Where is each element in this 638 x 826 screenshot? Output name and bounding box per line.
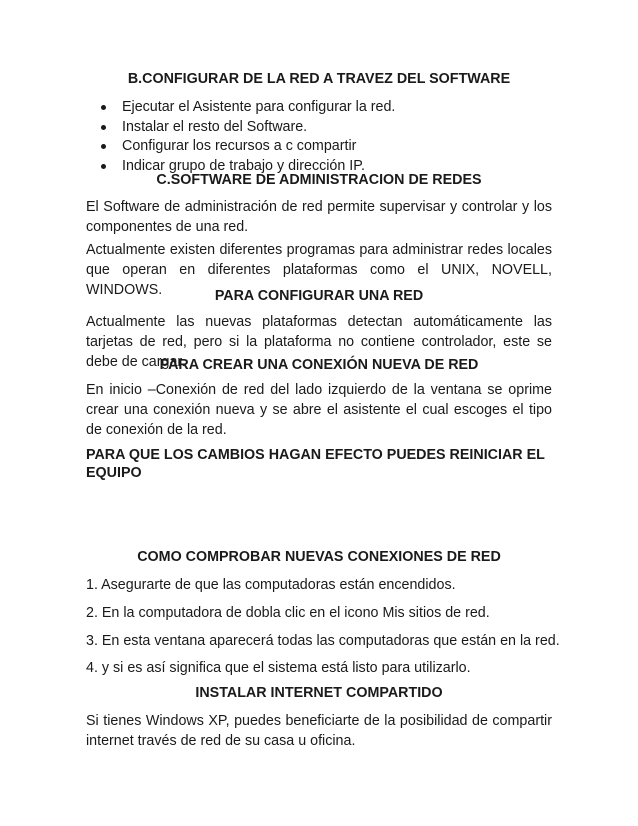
bullet-item	[86, 137, 552, 157]
comprobar-step: 1. Asegurarte de que las computadoras están encendidos.	[86, 577, 456, 593]
bullet-text: Indicar grupo de trabajo y dirección IP.	[122, 157, 365, 174]
section-c-title: C.SOFTWARE DE ADMINISTRACION DE REDES	[156, 172, 482, 188]
internet-paragraph: Si tienes Windows XP, puedes beneficiarte de la posibilidad de compartir internet través de red de su casa u oficina.	[86, 713, 552, 749]
bullet-item	[86, 98, 552, 118]
bullet-item	[86, 118, 552, 138]
section-c-paragraph-2: Actualmente existen diferentes programas para administrar redes locales que operan en diferentes plataformas como el UNIX, NOVELL, WINDOWS.	[86, 242, 552, 298]
section-c-paragraph-1: El Software de administración de red permite supervisar y controlar y los componentes de una red.	[86, 199, 552, 235]
section-b-title: B.CONFIGURAR DE LA RED A TRAVEZ DEL SOFTWARE	[127, 71, 511, 87]
comprobar-step: 2. En la computadora de dobla clic en el icono Mis sitios de red.	[86, 605, 490, 621]
bullet-text: Ejecutar el Asistente para configurar la red.	[122, 99, 396, 115]
crear-note: PARA QUE LOS CAMBIOS HAGAN EFECTO PUEDES REINICIAR EL EQUIPO	[86, 447, 545, 481]
configurar-title: PARA CONFIGURAR UNA RED	[214, 288, 424, 304]
comprobar-step: 4. y si es así significa que el sistema está listo para utilizarlo.	[86, 660, 471, 676]
bullet-text: Instalar el resto del Software.	[122, 118, 308, 135]
comprobar-step: 3. En esta ventana aparecerá todas las computadoras que están en la red.	[86, 633, 560, 649]
bullet-icon	[101, 164, 106, 169]
comprobar-title: COMO COMPROBAR NUEVAS CONEXIONES DE RED	[137, 549, 501, 565]
configurar-paragraph: Actualmente las nuevas plataformas detectan automáticamente las tarjetas de red, pero si la plataforma no contiene controlador, este se debe de cargar.	[86, 314, 552, 370]
section-b-bullet-list	[86, 98, 552, 176]
crear-paragraph: En inicio –Conexión de red del lado izquierdo de la ventana se oprime crear una conexión nueva y se abre el asistente el cual escoges el tipo de conexión de la red.	[86, 382, 552, 438]
bullet-icon	[101, 125, 106, 130]
bullet-icon	[101, 144, 106, 149]
crear-title: PARA CREAR UNA CONEXIÓN NUEVA DE RED	[159, 357, 479, 373]
bullet-icon	[101, 105, 106, 110]
bullet-text: Configurar los recursos a c compartir	[122, 138, 357, 154]
internet-title: INSTALAR INTERNET COMPARTIDO	[195, 685, 443, 701]
